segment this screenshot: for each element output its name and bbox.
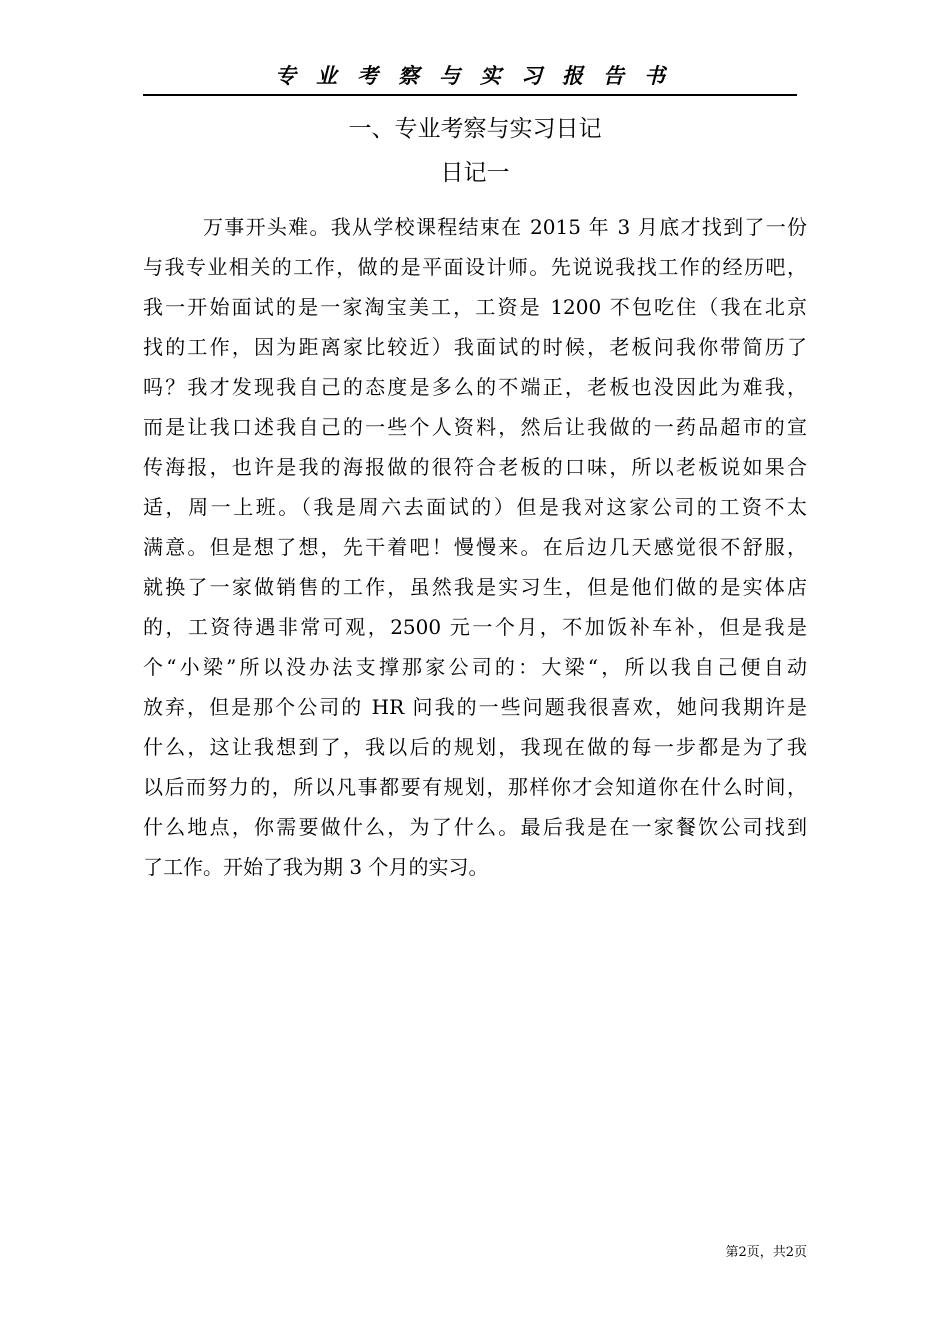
body-line: 什么地点，你需要做什么，为了什么。最后我是在一家餐饮公司找到 xyxy=(143,815,807,839)
body-line: 适，周一上班。（我是周六去面试的）但是我对这家公司的工资不太 xyxy=(143,495,807,519)
body-line: 什么，这让我想到了，我以后的规划，我现在做的每一步都是为了我 xyxy=(143,735,807,759)
page-header xyxy=(143,58,797,96)
body-line: 放弃，但是那个公司的 HR 问我的一些问题我很喜欢，她问我期许是 xyxy=(143,695,807,719)
body-line: 传海报，也许是我的海报做的很符合老板的口味，所以老板说如果合 xyxy=(143,455,807,479)
diary-title: 日记一 xyxy=(440,160,510,186)
diary-body xyxy=(143,207,807,887)
body-line: 了工作。开始了我为期 3 个月的实习。 xyxy=(143,855,489,879)
section-title: 一、专业考察与实习日记 xyxy=(348,116,602,142)
page-number: 第2页，共2页 xyxy=(725,1245,807,1260)
header-title: 专业考察与实习报告书 xyxy=(275,63,685,88)
body-line: 我一开始面试的是一家淘宝美工，工资是 1200 不包吃住（我在北京 xyxy=(143,295,807,319)
body-line: 吗？我才发现我自己的态度是多么的不端正，老板也没因此为难我， xyxy=(143,375,807,399)
body-line: 而是让我口述我自己的一些个人资料，然后让我做的一药品超市的宣 xyxy=(143,415,807,439)
body-line: 个“小梁”所以没办法支撑那家公司的：大梁“，所以我自己便自动 xyxy=(143,655,807,679)
body-line: 找的工作，因为距离家比较近）我面试的时候，老板问我你带简历了 xyxy=(143,335,807,359)
body-line: 万事开头难。我从学校课程结束在 2015 年 3 月底才找到了一份 xyxy=(203,215,807,239)
body-line: 的，工资待遇非常可观，2500 元一个月，不加饭补车补，但是我是 xyxy=(143,615,807,639)
body-line: 与我专业相关的工作，做的是平面设计师。先说说我找工作的经历吧， xyxy=(143,255,807,279)
body-line: 就换了一家做销售的工作，虽然我是实习生，但是他们做的是实体店 xyxy=(143,575,807,599)
body-line: 满意。但是想了想，先干着吧！慢慢来。在后边几天感觉很不舒服， xyxy=(143,535,807,559)
body-line: 以后而努力的，所以凡事都要有规划，那样你才会知道你在什么时间， xyxy=(143,775,807,799)
